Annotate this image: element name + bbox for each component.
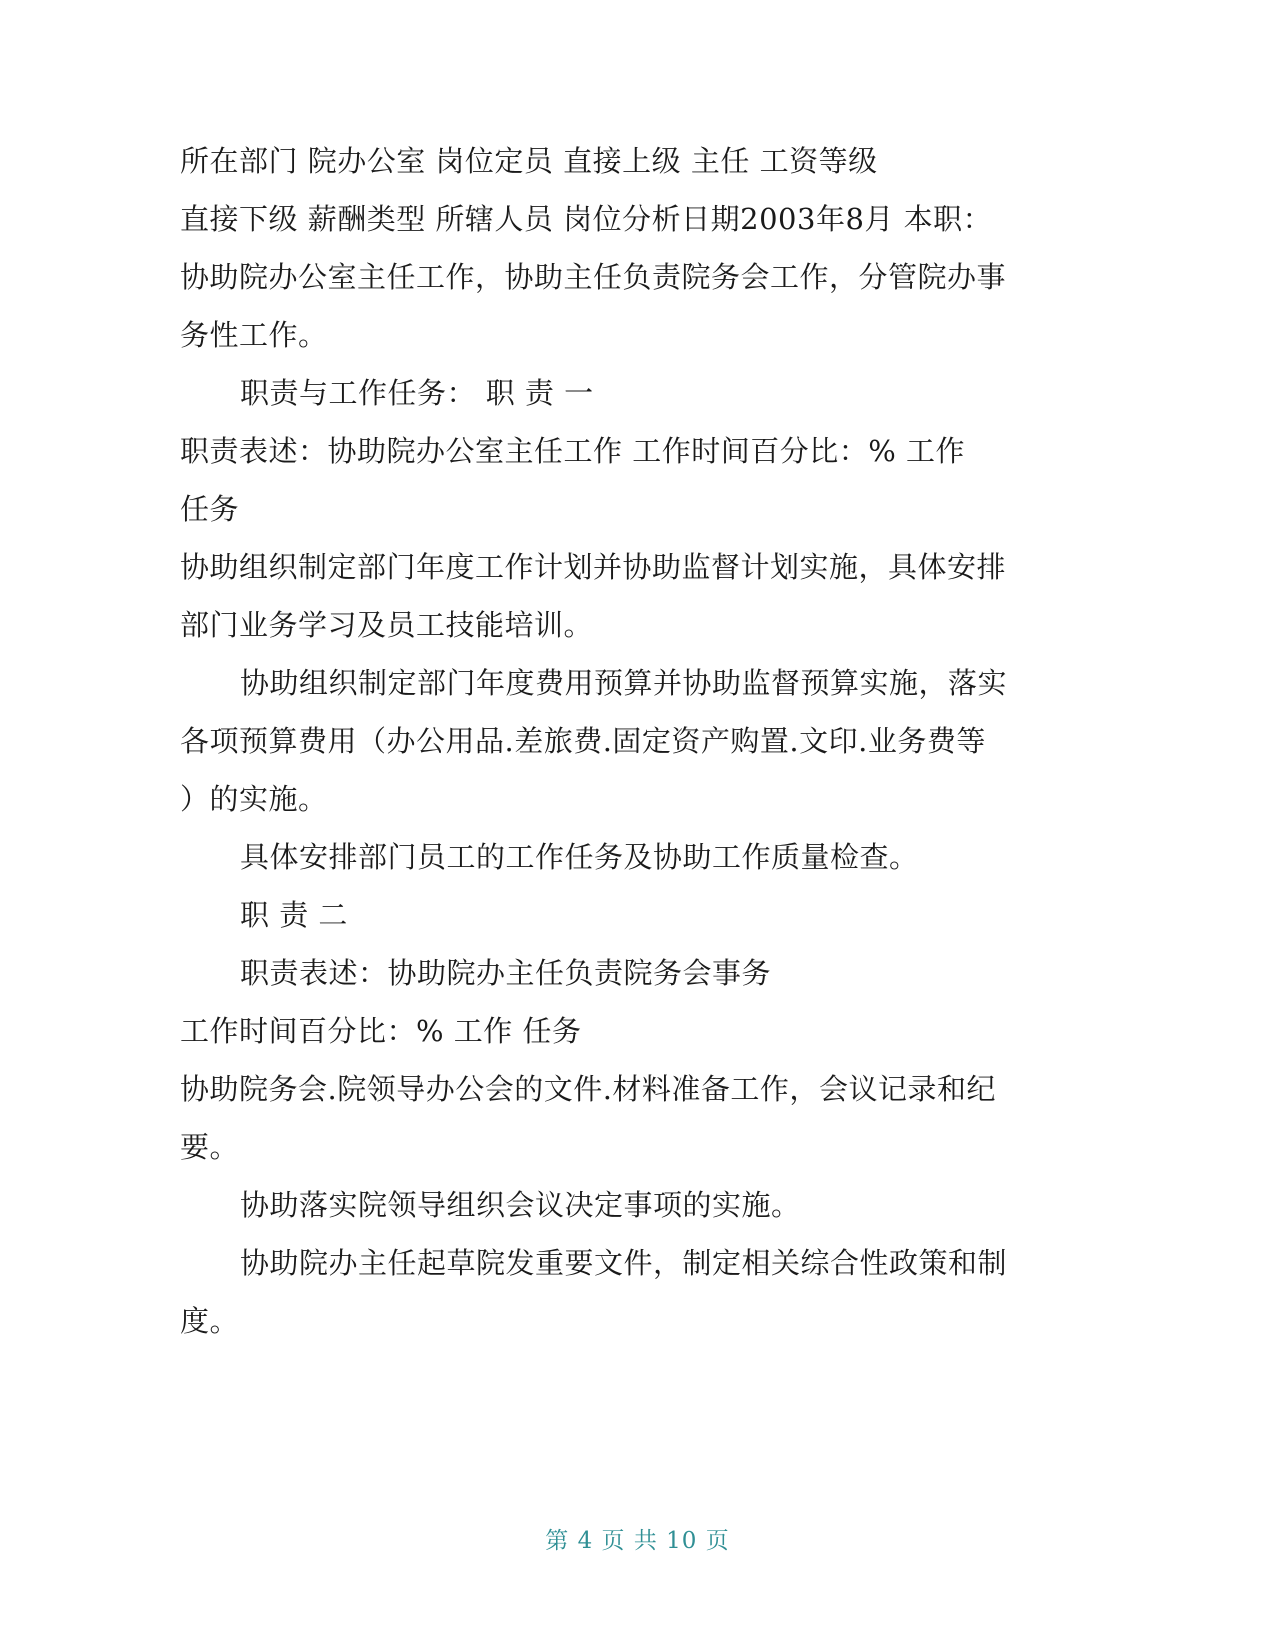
- text-line: 度。: [180, 1304, 240, 1338]
- text-line: 部门业务学习及员工技能培训。: [180, 608, 594, 642]
- text-line: 具体安排部门员工的工作任务及协助工作质量检查。: [240, 840, 919, 874]
- page-number-footer: 第 4 页 共 10 页: [545, 1528, 730, 1554]
- text-line: 要。: [180, 1130, 240, 1164]
- text-line: 协助院办主任起草院发重要文件，制定相关综合性政策和制: [240, 1246, 1008, 1280]
- text-line: 协助组织制定部门年度工作计划并协助监督计划实施，具体安排: [180, 550, 1007, 584]
- text-line: 各项预算费用（办公用品.差旅费.固定资产购置.文印.业务费等: [180, 724, 986, 758]
- text-line: 所在部门 院办公室 岗位定员 直接上级 主任 工资等级: [180, 144, 878, 178]
- text-line: 协助组织制定部门年度费用预算并协助监督预算实施，落实: [240, 666, 1008, 700]
- text-line: 直接下级 薪酬类型 所辖人员 岗位分析日期2003年8月 本职：: [180, 202, 993, 236]
- text-line: 工作时间百分比：% 工作 任务: [180, 1014, 582, 1048]
- section-heading: 职责与工作任务： 职 责 一: [240, 376, 594, 410]
- text-line: 协助院务会.院领导办公会的文件.材料准备工作，会议记录和纪: [180, 1072, 996, 1106]
- section-heading: 职 责 二: [240, 898, 348, 932]
- text-line: 任务: [180, 492, 240, 526]
- text-line: 职责表述：协助院办主任负责院务会事务: [240, 956, 772, 990]
- text-line: 职责表述：协助院办公室主任工作 工作时间百分比：% 工作: [180, 434, 965, 468]
- text-line: 协助院办公室主任工作，协助主任负责院务会工作，分管院办事: [180, 260, 1007, 294]
- text-line: 务性工作。: [180, 318, 328, 352]
- text-line: 协助落实院领导组织会议决定事项的实施。: [240, 1188, 801, 1222]
- text-line: ）的实施。: [180, 782, 328, 816]
